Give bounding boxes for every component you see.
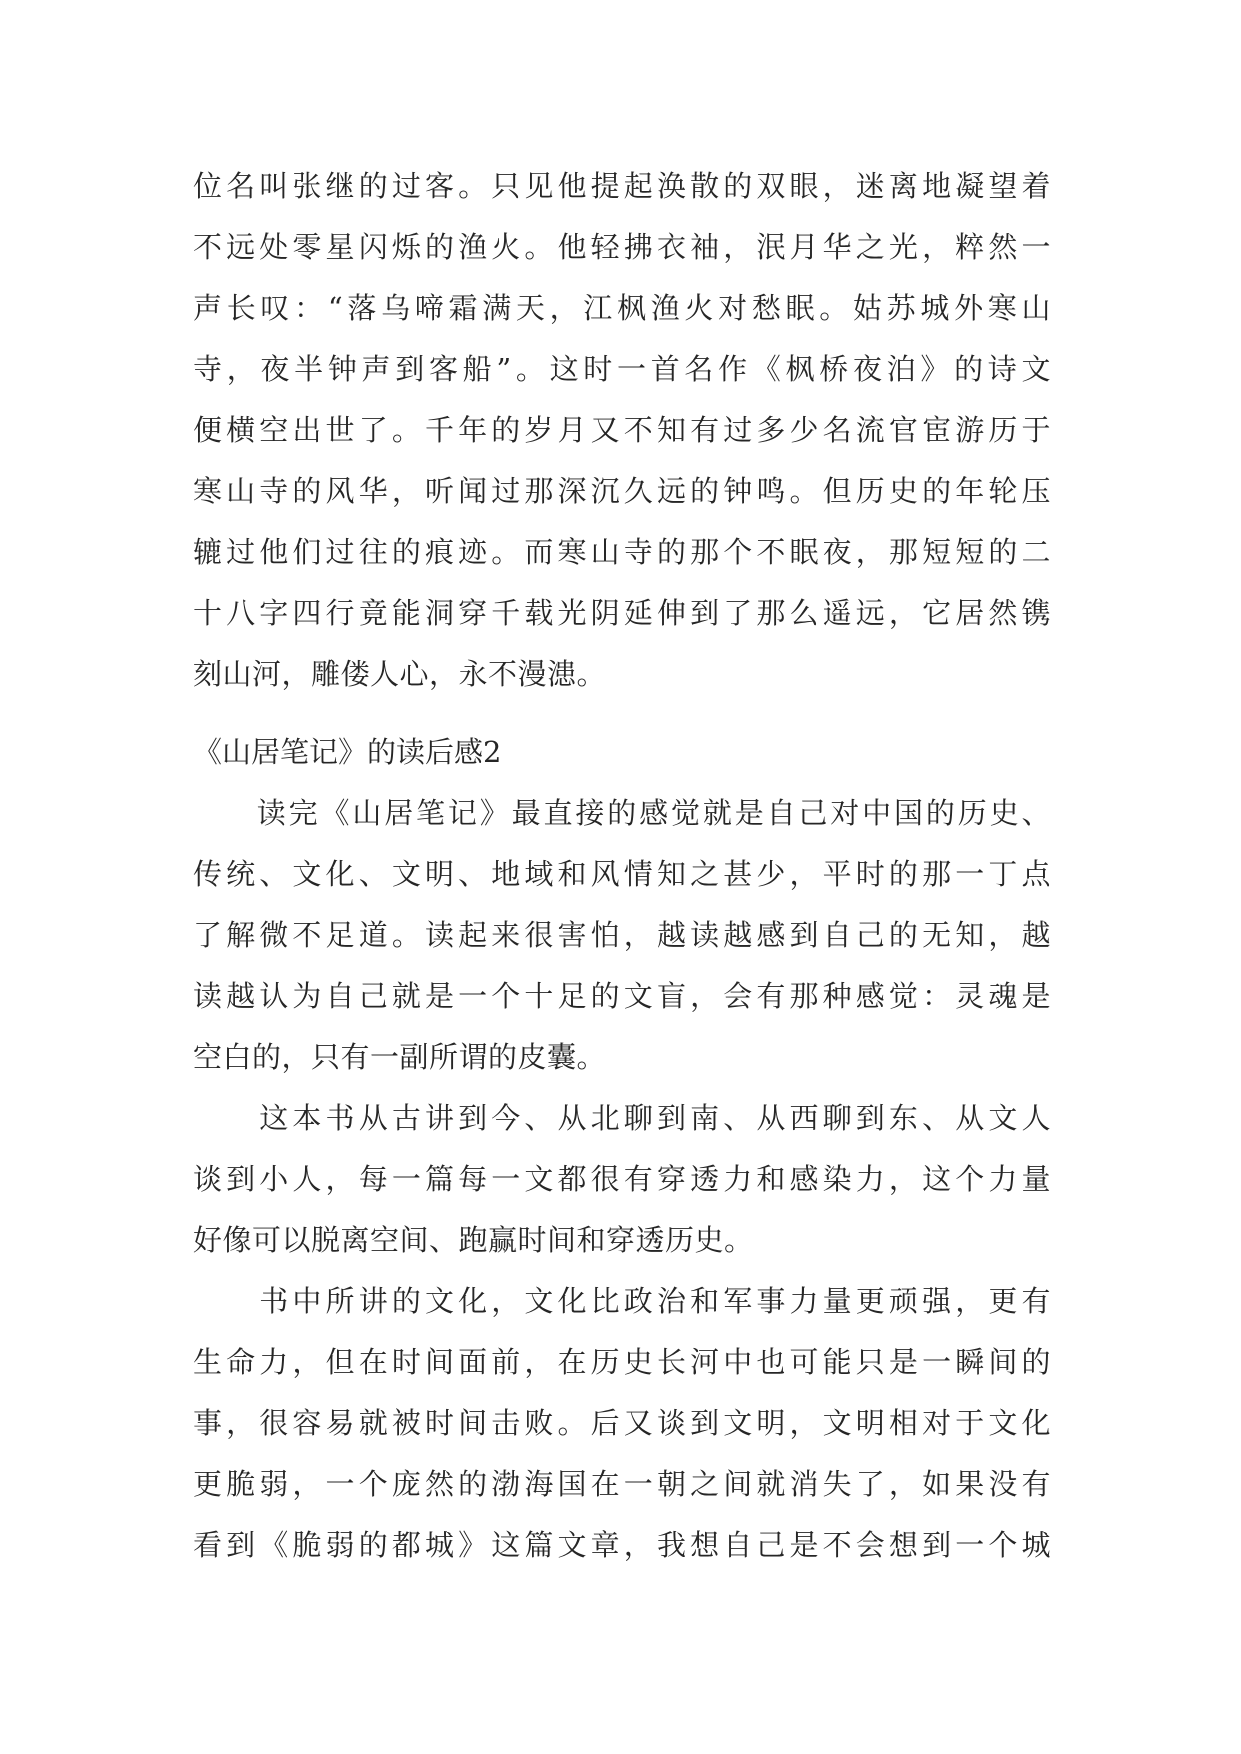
text-line: 书中所讲的文化，文化比政治和军事力量更顽强，更有 xyxy=(193,1284,1051,1318)
text-line: 十八字四行竟能洞穿千载光阴延伸到了那么遥远，它居然镌 xyxy=(193,596,1051,630)
text-line: 好像可以脱离空间、跑赢时间和穿透历史。 xyxy=(193,1223,754,1257)
text-line: 了解微不足道。读起来很害怕，越读越感到自己的无知，越 xyxy=(193,918,1051,952)
paragraph-continued xyxy=(193,156,1051,705)
text-line: 谈到小人，每一篇每一文都很有穿透力和感染力，这个力量 xyxy=(193,1162,1051,1196)
text-line: 刻山河，雕偻人心，永不漫漶。 xyxy=(193,657,607,691)
text-line: 传统、文化、文明、地域和风情知之甚少，平时的那一丁点 xyxy=(193,857,1051,891)
text-line: 空白的，只有一副所谓的皮囊。 xyxy=(193,1040,607,1074)
text-line: 声长叹：“落乌啼霜满天，江枫渔火对愁眠。姑苏城外寒山 xyxy=(193,291,1051,325)
text-line: 生命力，但在时间面前，在历史长河中也可能只是一瞬间的 xyxy=(193,1345,1051,1379)
section-title: 《山居笔记》的读后感2 xyxy=(193,735,502,769)
text-line: 辘过他们过往的痕迹。而寒山寺的那个不眠夜，那短短的二 xyxy=(193,535,1051,569)
text-line: 读完《山居笔记》最直接的感觉就是自己对中国的历史、 xyxy=(193,796,1051,830)
text-line: 寺，夜半钟声到客船”。这时一首名作《枫桥夜泊》的诗文 xyxy=(193,352,1051,386)
text-line: 看到《脆弱的都城》这篇文章，我想自己是不会想到一个城 xyxy=(193,1528,1051,1562)
text-line: 这本书从古讲到今、从北聊到南、从西聊到东、从文人 xyxy=(193,1101,1051,1135)
text-line: 寒山寺的风华，听闻过那深沉久远的钟鸣。但历史的年轮压 xyxy=(193,474,1051,508)
text-line: 不远处零星闪烁的渔火。他轻拂衣袖，泯月华之光，粹然一 xyxy=(193,230,1051,264)
text-line: 位名叫张继的过客。只见他提起涣散的双眼，迷离地凝望着 xyxy=(193,169,1051,203)
text-line: 读越认为自己就是一个十足的文盲，会有那种感觉：灵魂是 xyxy=(193,979,1051,1013)
text-line: 事，很容易就被时间击败。后又谈到文明，文明相对于文化 xyxy=(193,1406,1051,1440)
section-body xyxy=(193,783,1051,1576)
text-line: 便横空出世了。千年的岁月又不知有过多少名流官宦游历于 xyxy=(193,413,1051,447)
text-line: 更脆弱，一个庞然的渤海国在一朝之间就消失了，如果没有 xyxy=(193,1467,1051,1501)
